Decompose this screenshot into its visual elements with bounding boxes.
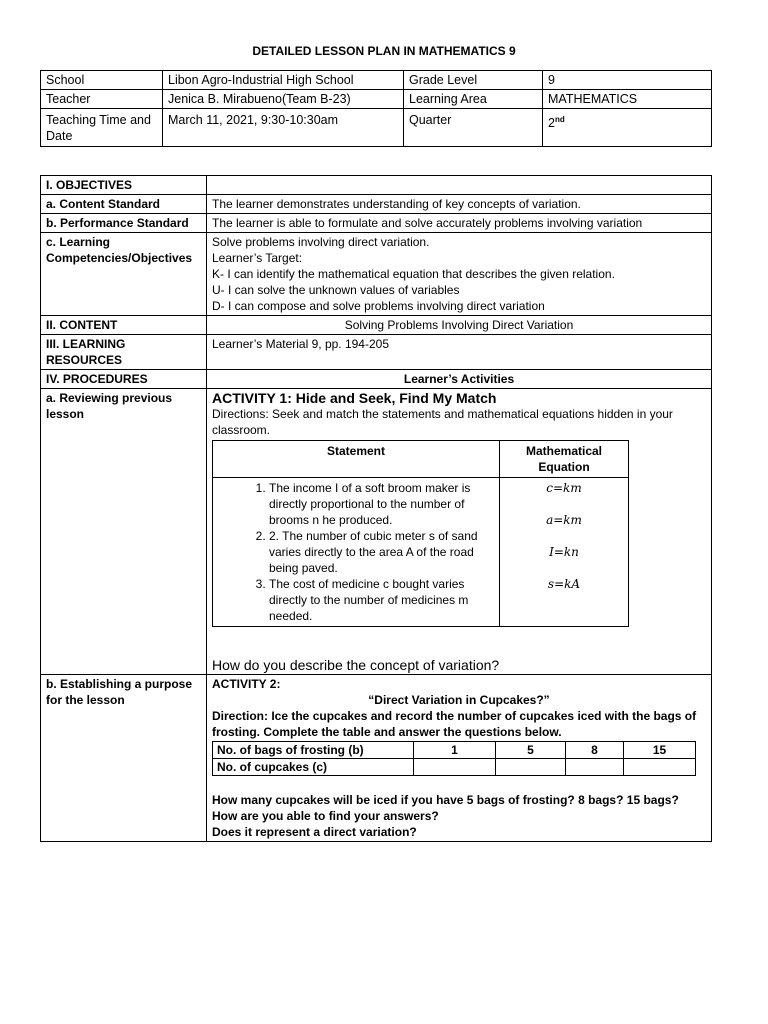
- activity2-direction: Direction: Ice the cupcakes and record the number of cupcakes iced with the bags of frosting. Complete the table and answer the questions below.: [212, 709, 697, 739]
- statement-header: Statement: [213, 441, 500, 478]
- objectives-header: I. OBJECTIVES: [41, 176, 207, 195]
- cupcakes-value-blank[interactable]: [496, 759, 566, 776]
- cupcakes-value-blank[interactable]: [414, 759, 496, 776]
- teaching-time-value: March 11, 2021, 9:30-10:30am: [163, 109, 404, 147]
- statements-cell: [213, 478, 500, 627]
- equation-item: I=kn: [549, 545, 579, 559]
- quarter-number: 2: [548, 116, 555, 131]
- bags-value: 1: [414, 742, 496, 759]
- info-table: [40, 70, 712, 147]
- activity2-question: How are you able to find your answers?: [212, 809, 439, 823]
- grade-level-label: Grade Level: [404, 71, 543, 90]
- school-label: School: [41, 71, 163, 90]
- bags-value: 15: [624, 742, 696, 759]
- school-value: Libon Agro-Industrial High School: [163, 71, 404, 90]
- resources-label: III. LEARNING RESOURCES: [41, 335, 207, 370]
- activity1-title: ACTIVITY 1: Hide and Seek, Find My Match: [212, 390, 497, 406]
- equation-item: c=km: [546, 481, 582, 495]
- statement-item: 2. 2. The number of cubic meter s of sand varies directly to the area A of the road being paved.: [269, 528, 495, 576]
- statement-item: 1. The income I of a soft broom maker is directly proportional to the number of brooms n he produced.: [269, 480, 495, 528]
- performance-standard-label: b. Performance Standard: [41, 214, 207, 233]
- competencies-label: c. Learning Competencies/Objectives: [41, 233, 207, 316]
- learners-activities-header: Learner’s Activities: [207, 370, 712, 389]
- objectives-header-blank: [207, 176, 712, 195]
- equation-item: a=km: [546, 513, 582, 527]
- bags-row-label: No. of bags of frosting (b): [213, 742, 414, 759]
- competency-line: U- I can solve the unknown values of variables: [212, 283, 460, 297]
- variation-question: How do you describe the concept of variation?: [212, 657, 500, 673]
- activity1-cell: [207, 389, 712, 675]
- equation-item: s=kA: [547, 577, 581, 591]
- content-value: Solving Problems Involving Direct Variation: [207, 316, 712, 335]
- quarter-value: [543, 109, 712, 147]
- cupcakes-row-label: No. of cupcakes (c): [213, 759, 414, 776]
- document-title: DETAILED LESSON PLAN IN MATHEMATICS 9: [252, 44, 516, 58]
- activity2-question: How many cupcakes will be iced if you have 5 bags of frosting? 8 bags? 15 bags?: [212, 793, 679, 807]
- establishing-purpose-label: b. Establishing a purpose for the lesson: [41, 675, 207, 842]
- activity1-directions: Directions: Seek and match the statements and mathematical equations hidden in your classroom.: [212, 407, 673, 437]
- teacher-value: Jenica B. Mirabueno(Team B-23): [163, 90, 404, 109]
- competencies-value: [207, 233, 712, 316]
- competency-line: Learner’s Target:: [212, 251, 303, 265]
- reviewing-lesson-label: a. Reviewing previous lesson: [41, 389, 207, 675]
- activity2-title: “Direct Variation in Cupcakes?”: [368, 693, 550, 707]
- bags-value: 8: [566, 742, 624, 759]
- teaching-time-label: Teaching Time and Date: [41, 109, 163, 147]
- learning-area-value: MATHEMATICS: [543, 90, 712, 109]
- content-standard-label: a. Content Standard: [41, 195, 207, 214]
- bags-value: 5: [496, 742, 566, 759]
- learning-area-label: Learning Area: [404, 90, 543, 109]
- grade-level-value: 9: [543, 71, 712, 90]
- cupcakes-value-blank[interactable]: [624, 759, 696, 776]
- teacher-label: Teacher: [41, 90, 163, 109]
- matching-table: [212, 440, 629, 627]
- equations-cell: [500, 478, 629, 627]
- quarter-suffix: nd: [554, 115, 565, 124]
- equation-header: Mathematical Equation: [500, 441, 629, 478]
- quarter-label: Quarter: [404, 109, 543, 147]
- content-label: II. CONTENT: [41, 316, 207, 335]
- activity2-question: Does it represent a direct variation?: [212, 825, 417, 839]
- activity2-label: ACTIVITY 2:: [212, 677, 281, 691]
- frosting-table: [212, 741, 696, 776]
- content-standard-value: The learner demonstrates understanding of key concepts of variation.: [207, 195, 712, 214]
- procedures-label: IV. PROCEDURES: [41, 370, 207, 389]
- statement-item: 3. The cost of medicine c bought varies directly to the number of medicines m needed.: [269, 576, 495, 624]
- competency-line: Solve problems involving direct variation.: [212, 235, 430, 249]
- cupcakes-value-blank[interactable]: [566, 759, 624, 776]
- resources-value: Learner’s Material 9, pp. 194-205: [207, 335, 712, 370]
- competency-line: K- I can identify the mathematical equation that describes the given relation.: [212, 267, 615, 281]
- performance-standard-value: The learner is able to formulate and solve accurately problems involving variation: [207, 214, 712, 233]
- activity2-cell: [207, 675, 712, 842]
- lesson-plan-table: [40, 175, 712, 842]
- competency-line: D- I can compose and solve problems involving direct variation: [212, 299, 545, 313]
